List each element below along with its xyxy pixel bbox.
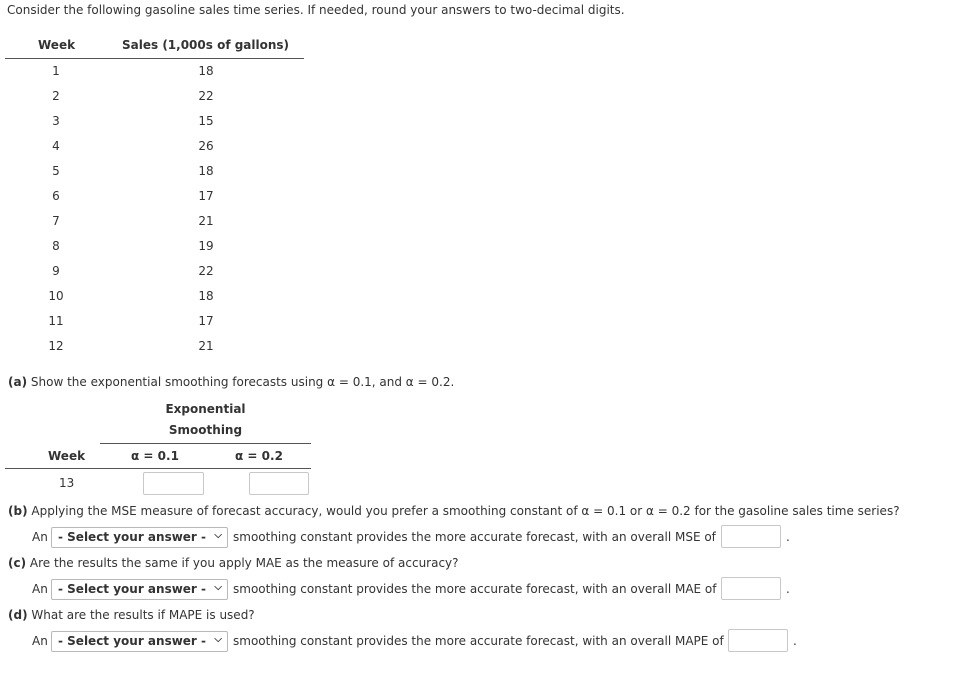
part-d-prefix: An — [32, 634, 48, 648]
smoothing-group-rule — [100, 443, 311, 444]
table-cell-week: 7 — [52, 214, 60, 228]
forecast-header-week: Week — [48, 449, 86, 463]
smoothing-header-line2: Smoothing — [168, 423, 243, 437]
forecast-alpha1-input[interactable] — [143, 472, 204, 495]
table-cell-week: 11 — [48, 314, 64, 328]
part-d-suffix: smoothing constant provides the more accurate forecast, with an overall MAPE of — [233, 634, 724, 648]
forecast-week-value: 13 — [59, 476, 75, 490]
table-cell-week: 2 — [52, 89, 60, 103]
table-cell-week: 5 — [52, 164, 60, 178]
part-b-select-value: - Select your answer - — [58, 530, 207, 544]
part-b-prefix: An — [32, 530, 48, 544]
part-d-question — [8, 608, 255, 622]
part-b-text: Applying the MSE measure of forecast accuracy, would you prefer a smoothing constant of α = 0.1 or α = 0.2 for the gasoline sales time series? — [31, 504, 900, 518]
part-d-select-value: - Select your answer - — [58, 634, 207, 648]
table-cell-sales: 17 — [198, 314, 214, 328]
part-d-period: . — [793, 634, 797, 648]
table-header-rule — [5, 58, 304, 59]
table-cell-sales: 18 — [198, 289, 214, 303]
forecast-header-alpha2: α = 0.2 — [235, 449, 283, 463]
table-cell-week: 9 — [52, 264, 60, 278]
table-cell-week: 6 — [52, 189, 60, 203]
part-c-period: . — [786, 582, 790, 596]
part-d-label: (d) — [8, 608, 28, 622]
part-b-question — [8, 504, 900, 518]
table-cell-week: 12 — [48, 339, 64, 353]
table-header-sales: Sales (1,000s of gallons) — [122, 38, 290, 52]
table-cell-week: 10 — [48, 289, 64, 303]
table-cell-sales: 19 — [198, 239, 214, 253]
table-cell-week: 3 — [52, 114, 60, 128]
chevron-down-icon: ⌵ — [214, 530, 222, 541]
mape-input[interactable] — [728, 629, 788, 652]
part-c-suffix: smoothing constant provides the more accurate forecast, with an overall MAE of — [233, 582, 717, 596]
forecast-header-rule — [5, 468, 311, 469]
part-b-suffix: smoothing constant provides the more accurate forecast, with an overall MSE of — [233, 530, 716, 544]
intro-text: Consider the following gasoline sales time series. If needed, round your answers to two-decimal digits. — [7, 3, 625, 17]
table-cell-week: 8 — [52, 239, 60, 253]
part-c-label: (c) — [8, 556, 27, 570]
forecast-header-alpha1: α = 0.1 — [131, 449, 179, 463]
table-cell-sales: 22 — [198, 264, 214, 278]
table-cell-sales: 18 — [198, 64, 214, 78]
part-c-select-value: - Select your answer - — [58, 582, 207, 596]
mae-input[interactable] — [721, 577, 781, 600]
table-header-week: Week — [38, 38, 76, 52]
forecast-alpha2-input[interactable] — [249, 472, 309, 495]
chevron-down-icon: ⌵ — [214, 582, 222, 593]
chevron-down-icon: ⌵ — [214, 634, 222, 645]
table-cell-sales: 26 — [198, 139, 214, 153]
part-b-period: . — [786, 530, 790, 544]
table-cell-week: 4 — [52, 139, 60, 153]
table-cell-sales: 17 — [198, 189, 214, 203]
table-cell-sales: 22 — [198, 89, 214, 103]
table-cell-sales: 15 — [198, 114, 214, 128]
smoothing-header-line1: Exponential — [165, 402, 246, 416]
table-cell-sales: 21 — [198, 214, 214, 228]
part-a-label: (a) — [8, 375, 28, 389]
part-a-question — [8, 375, 454, 389]
part-c-prefix: An — [32, 582, 48, 596]
part-c-select[interactable] — [51, 579, 228, 600]
part-d-select[interactable] — [51, 631, 228, 652]
table-cell-week: 1 — [52, 64, 60, 78]
part-c-question — [8, 556, 459, 570]
part-b-label: (b) — [8, 504, 28, 518]
table-cell-sales: 21 — [198, 339, 214, 353]
part-b-select[interactable] — [51, 527, 228, 548]
part-a-text: Show the exponential smoothing forecasts using α = 0.1, and α = 0.2. — [30, 375, 455, 389]
part-d-text: What are the results if MAPE is used? — [31, 608, 255, 622]
mse-input[interactable] — [721, 525, 781, 548]
table-cell-sales: 18 — [198, 164, 214, 178]
part-c-text: Are the results the same if you apply MAE as the measure of accuracy? — [29, 556, 459, 570]
